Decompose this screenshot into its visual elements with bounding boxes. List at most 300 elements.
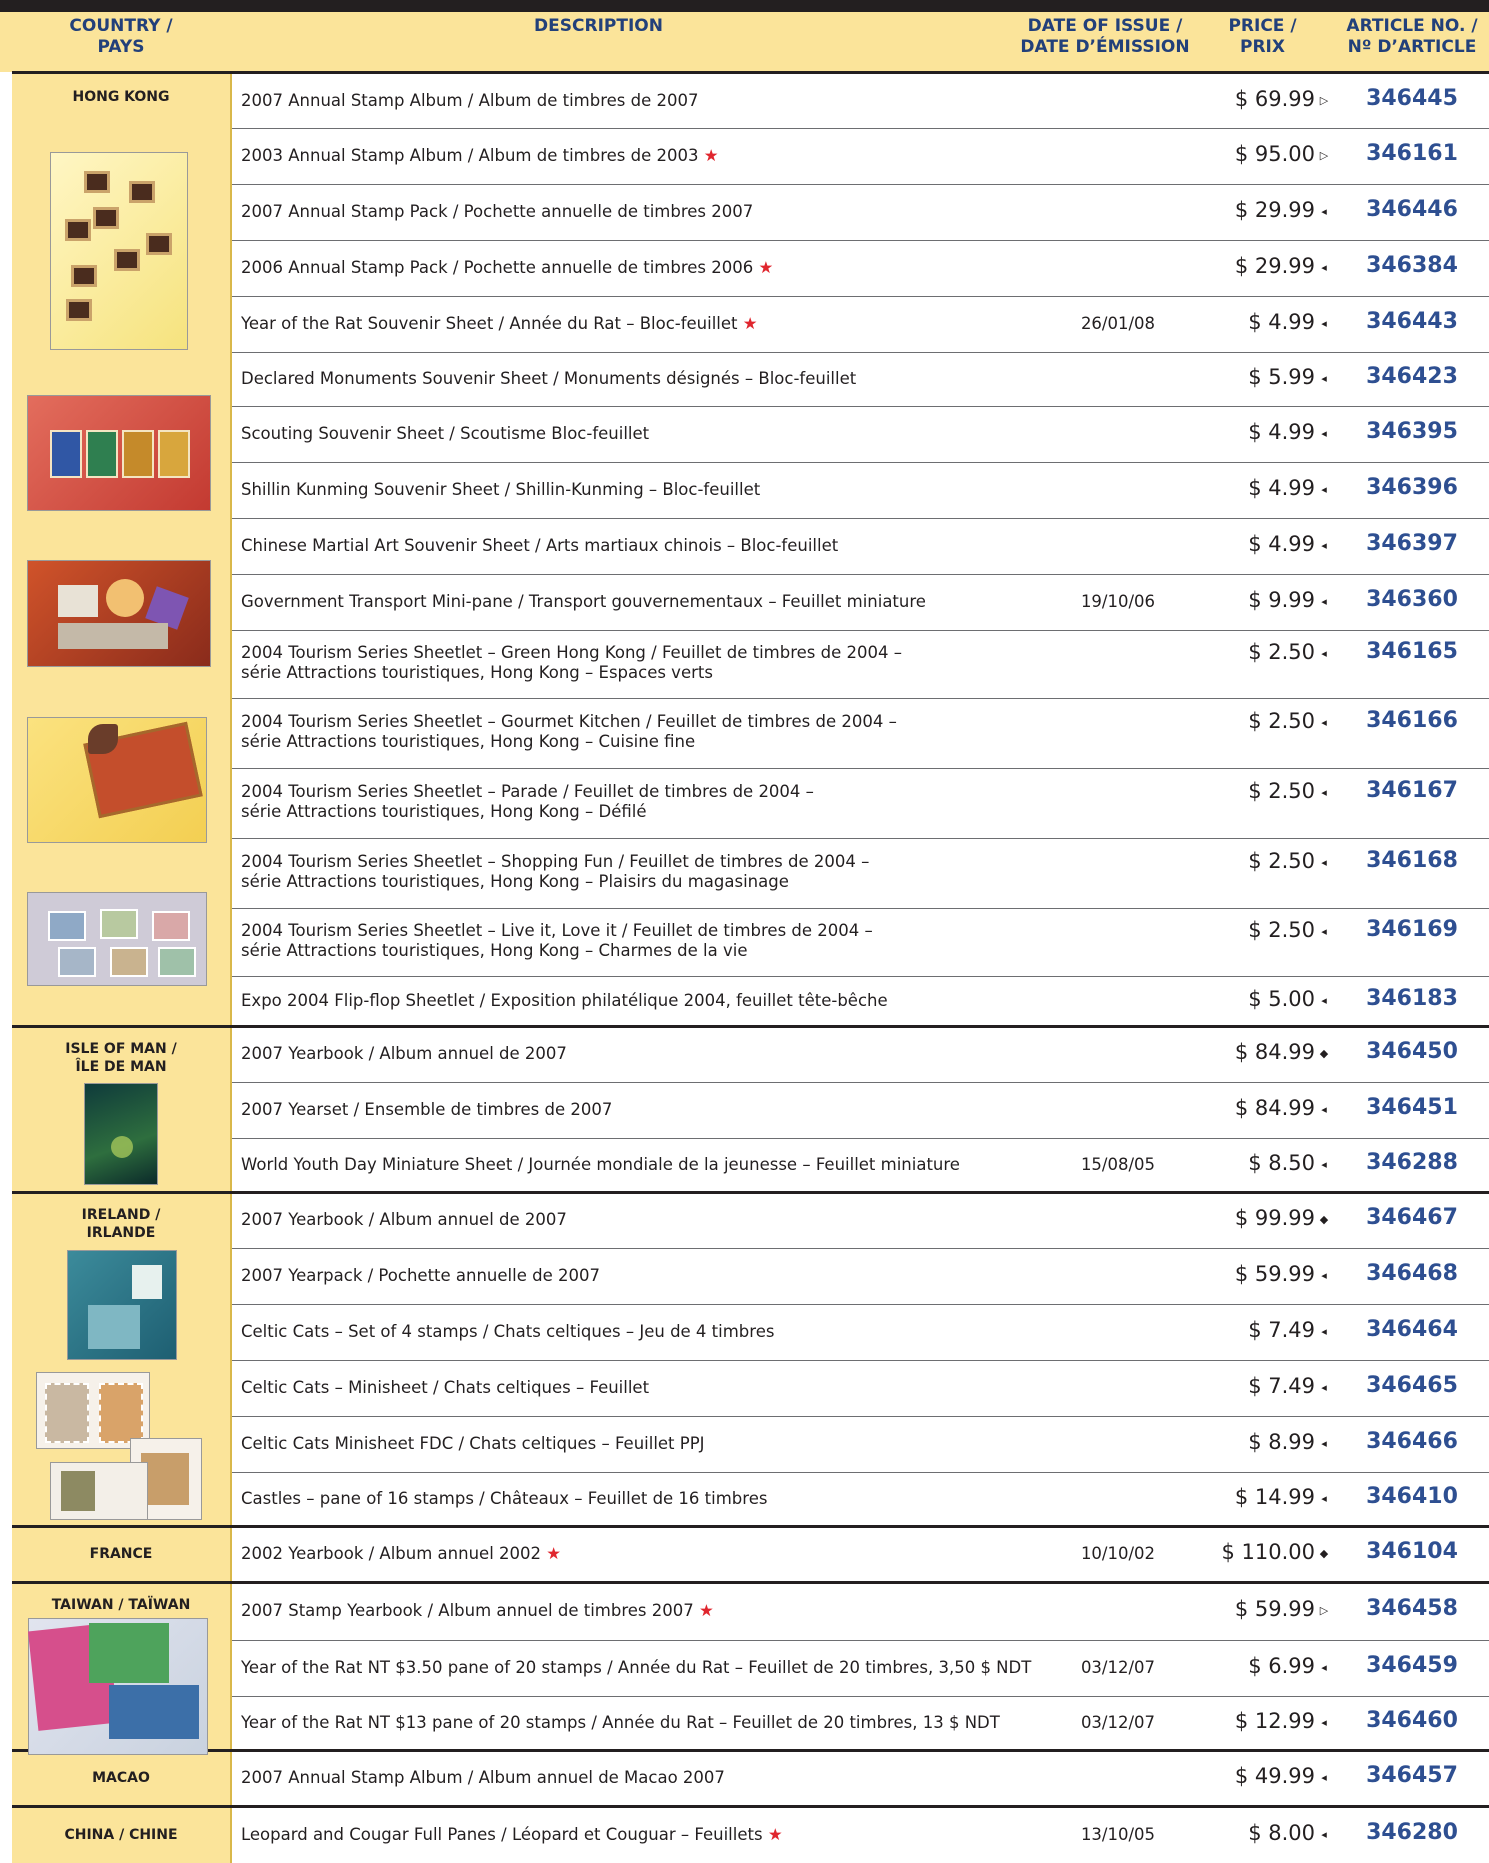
- row-description: [241, 712, 897, 752]
- price-marker-icon: ◂: [1321, 260, 1327, 274]
- country-name-line: HONG KONG: [72, 89, 170, 105]
- article-number: 346443: [1366, 309, 1458, 334]
- price-value: $ 4.99: [1248, 476, 1315, 500]
- article-number: 346423: [1366, 364, 1458, 389]
- description-line: Expo 2004 Flip-flop Sheetlet / Exposition philatélique 2004, feuillet tête-bêche: [241, 991, 888, 1010]
- description-line: Celtic Cats – Set of 4 stamps / Chats celtiques – Jeu de 4 timbres: [241, 1322, 775, 1341]
- description-line: 2004 Tourism Series Sheetlet – Gourmet Kitchen / Feuillet de timbres de 2004 –: [241, 712, 897, 731]
- row-description: [241, 424, 649, 444]
- table-row: [232, 1472, 1489, 1526]
- price-cell: [1177, 310, 1333, 334]
- price-value: $ 8.50: [1248, 1151, 1315, 1175]
- article-number: 346460: [1366, 1708, 1458, 1733]
- table-row: [232, 1750, 1489, 1806]
- price-value: $ 59.99: [1234, 1262, 1315, 1286]
- new-item-star-icon: ★: [737, 314, 758, 333]
- price-cell: [1177, 779, 1333, 803]
- article-number: 346168: [1366, 848, 1458, 873]
- description-line: 2002 Yearbook / Album annuel 2002 ★: [241, 1544, 562, 1563]
- price-cell: [1177, 1485, 1333, 1509]
- row-separator: [232, 1082, 1489, 1083]
- description-line: Leopard and Cougar Full Panes / Léopard et Couguar – Feuillets ★: [241, 1825, 783, 1844]
- description-line: Castles – pane of 16 stamps / Châteaux – Feuillet de 16 timbres: [241, 1489, 768, 1508]
- row-description: [241, 592, 926, 612]
- price-marker-icon: ◂: [1321, 1436, 1327, 1450]
- row-separator: [232, 406, 1489, 407]
- price-marker-icon: ◂: [1321, 482, 1327, 496]
- hk-sheet-image-red: [27, 395, 211, 511]
- row-description: [241, 1713, 1000, 1733]
- article-number: 346166: [1366, 708, 1458, 733]
- price-cell: [1177, 1540, 1333, 1564]
- row-description: [241, 202, 753, 222]
- row-separator: [232, 462, 1489, 463]
- header-price-fr: PRIX: [1240, 37, 1285, 57]
- price-value: $ 29.99: [1234, 254, 1315, 278]
- article-number: 346360: [1366, 587, 1458, 612]
- row-separator: [232, 128, 1489, 129]
- country-name-line: MACAO: [92, 1770, 150, 1786]
- row-description: [241, 536, 838, 556]
- table-row: [232, 1696, 1489, 1750]
- country-cell: [12, 1806, 230, 1863]
- row-description: [241, 91, 698, 111]
- row-separator: [232, 1472, 1489, 1473]
- price-cell: [1177, 1151, 1333, 1175]
- article-number: 346450: [1366, 1039, 1458, 1064]
- article-number: 346288: [1366, 1150, 1458, 1175]
- article-number: 346280: [1366, 1820, 1458, 1845]
- price-cell: [1177, 476, 1333, 500]
- price-marker-icon: ◂: [1321, 538, 1327, 552]
- hk-sheet-image-kitchen: [27, 717, 207, 843]
- row-description: [241, 480, 760, 500]
- description-line: série Attractions touristiques, Hong Kong – Charmes de la vie: [241, 941, 748, 960]
- table-row: [232, 1416, 1489, 1472]
- article-number: 346410: [1366, 1484, 1458, 1509]
- description-line: 2007 Annual Stamp Album / Album de timbres de 2007: [241, 91, 699, 110]
- price-value: $ 7.49: [1248, 1318, 1315, 1342]
- issue-date: 10/10/02: [1080, 1544, 1156, 1563]
- row-description: [241, 1155, 960, 1175]
- row-separator: [232, 908, 1489, 909]
- article-number: 346466: [1366, 1429, 1458, 1454]
- country-name: [12, 1826, 230, 1844]
- price-cell: [1177, 1096, 1333, 1120]
- table-row: [232, 240, 1489, 296]
- price-cell: [1177, 1709, 1333, 1733]
- description-line: Year of the Rat NT $3.50 pane of 20 stamps / Année du Rat – Feuillet de 20 timbres, 3,50 $ NDT: [241, 1658, 1032, 1677]
- price-cell: [1177, 142, 1333, 166]
- price-value: $ 84.99: [1234, 1096, 1315, 1120]
- description-line: Chinese Martial Art Souvenir Sheet / Arts martiaux chinois – Bloc-feuillet: [241, 536, 839, 555]
- table-row: [232, 406, 1489, 462]
- price-marker-icon: ▷: [1319, 93, 1329, 107]
- row-description: [241, 1768, 725, 1788]
- row-separator: [232, 1640, 1489, 1641]
- country-name-line: ISLE OF MAN /: [65, 1041, 177, 1057]
- price-marker-icon: ◂: [1321, 1770, 1327, 1784]
- table-row: [232, 768, 1489, 838]
- price-marker-icon: ◂: [1321, 1827, 1327, 1841]
- price-value: $ 2.50: [1248, 779, 1315, 803]
- table-row: [232, 518, 1489, 574]
- table-row: [232, 1582, 1489, 1640]
- price-marker-icon: ◂: [1321, 1491, 1327, 1505]
- description-line: Scouting Souvenir Sheet / Scoutisme Bloc-feuillet: [241, 424, 650, 443]
- price-value: $ 5.00: [1248, 987, 1315, 1011]
- issue-date: 26/01/08: [1080, 314, 1156, 333]
- country-name-line: TAIWAN / TAÏWAN: [51, 1597, 191, 1613]
- issue-date: 15/08/05: [1080, 1155, 1156, 1174]
- price-value: $ 8.00: [1248, 1821, 1315, 1845]
- table-row: [232, 1082, 1489, 1138]
- country-name: [12, 1545, 230, 1563]
- price-cell: [1177, 254, 1333, 278]
- price-value: $ 4.99: [1248, 420, 1315, 444]
- ireland-yearbook-image: [67, 1250, 177, 1360]
- price-value: $ 5.99: [1248, 365, 1315, 389]
- row-separator: [232, 698, 1489, 699]
- price-value: $ 12.99: [1234, 1709, 1315, 1733]
- country-name: [12, 1769, 230, 1787]
- description-line: Celtic Cats – Minisheet / Chats celtiques – Feuillet: [241, 1378, 650, 1397]
- price-marker-icon: ◂: [1321, 785, 1327, 799]
- country-name: [12, 1206, 230, 1242]
- article-number: 346464: [1366, 1317, 1458, 1342]
- table-row: [232, 1026, 1489, 1082]
- country-name-line: FRANCE: [89, 1546, 153, 1562]
- price-cell: [1177, 1597, 1333, 1621]
- header-price: [1195, 16, 1330, 58]
- description-line: 2003 Annual Stamp Album / Album de timbres de 2003 ★: [241, 146, 719, 165]
- article-number: 346459: [1366, 1653, 1458, 1678]
- row-description: [241, 1434, 705, 1454]
- row-description: [241, 1658, 1031, 1678]
- price-marker-icon: ◂: [1321, 715, 1327, 729]
- price-marker-icon: ◂: [1321, 316, 1327, 330]
- table-row: [232, 630, 1489, 698]
- country-name-line: CHINA / CHINE: [64, 1827, 178, 1843]
- header-article-en: ARTICLE NO. /: [1346, 16, 1478, 36]
- price-cell: [1177, 918, 1333, 942]
- row-separator: [232, 1138, 1489, 1139]
- table-row: [232, 1640, 1489, 1696]
- price-cell: [1177, 1654, 1333, 1678]
- article-number: 346169: [1366, 917, 1458, 942]
- price-marker-icon: ◆: [1319, 1546, 1329, 1560]
- price-marker-icon: ▷: [1319, 1603, 1329, 1617]
- price-marker-icon: ◆: [1319, 1046, 1329, 1060]
- article-number: 346396: [1366, 475, 1458, 500]
- row-separator: [232, 1304, 1489, 1305]
- description-line: série Attractions touristiques, Hong Kong – Espaces verts: [241, 663, 713, 682]
- country-name: [12, 1596, 230, 1614]
- row-separator: [232, 1360, 1489, 1361]
- price-cell: [1177, 1764, 1333, 1788]
- row-description: [241, 1378, 649, 1398]
- price-marker-icon: ◂: [1321, 204, 1327, 218]
- header-article: [1335, 16, 1489, 58]
- price-value: $ 4.99: [1248, 310, 1315, 334]
- price-cell: [1177, 1318, 1333, 1342]
- country-name-line: ÎLE DE MAN: [75, 1059, 167, 1075]
- price-marker-icon: ◂: [1321, 993, 1327, 1007]
- price-marker-icon: ◂: [1321, 1324, 1327, 1338]
- article-number: 346446: [1366, 197, 1458, 222]
- price-cell: [1177, 1821, 1333, 1845]
- price-marker-icon: ◂: [1321, 1268, 1327, 1282]
- description-line: 2007 Yearbook / Album annuel de 2007: [241, 1044, 567, 1063]
- top-bar: [0, 0, 1489, 12]
- price-cell: [1177, 532, 1333, 556]
- row-separator: [232, 976, 1489, 977]
- description-line: Celtic Cats Minisheet FDC / Chats celtiques – Feuillet PPJ: [241, 1434, 705, 1453]
- table-header: [0, 12, 1489, 72]
- description-line: Year of the Rat NT $13 pane of 20 stamps / Année du Rat – Feuillet de 20 timbres, 13 $ NDT: [241, 1713, 1000, 1732]
- table-row: [232, 1526, 1489, 1582]
- price-cell: [1177, 1206, 1333, 1230]
- row-separator: [232, 518, 1489, 519]
- price-value: $ 14.99: [1234, 1485, 1315, 1509]
- price-value: $ 110.00: [1221, 1540, 1315, 1564]
- price-marker-icon: ◂: [1321, 924, 1327, 938]
- article-number: 346183: [1366, 986, 1458, 1011]
- issue-date: 13/10/05: [1080, 1825, 1156, 1844]
- description-line: World Youth Day Miniature Sheet / Journée mondiale de la jeunesse – Feuillet miniature: [241, 1155, 960, 1174]
- row-description: [241, 314, 758, 334]
- price-marker-icon: ▷: [1319, 148, 1329, 162]
- table-row: [232, 838, 1489, 908]
- price-cell: [1177, 87, 1333, 111]
- price-marker-icon: ◂: [1321, 1715, 1327, 1729]
- row-description: [241, 258, 773, 278]
- price-cell: [1177, 365, 1333, 389]
- price-value: $ 4.99: [1248, 532, 1315, 556]
- header-description: DESCRIPTION: [534, 16, 663, 36]
- price-marker-icon: ◂: [1321, 646, 1327, 660]
- price-marker-icon: ◂: [1321, 855, 1327, 869]
- description-line: série Attractions touristiques, Hong Kong – Défilé: [241, 802, 647, 821]
- row-separator: [232, 574, 1489, 575]
- row-description: [241, 1266, 600, 1286]
- price-value: $ 49.99: [1234, 1764, 1315, 1788]
- description-line: 2007 Annual Stamp Pack / Pochette annuelle de timbres 2007: [241, 202, 754, 221]
- price-cell: [1177, 588, 1333, 612]
- country-cell: [12, 1526, 230, 1582]
- price-marker-icon: ◂: [1321, 1660, 1327, 1674]
- header-price-en: PRICE /: [1228, 16, 1297, 36]
- row-separator: [232, 1696, 1489, 1697]
- price-value: $ 2.50: [1248, 640, 1315, 664]
- country-name-line: IRLANDE: [86, 1225, 156, 1241]
- hk-sheet-image-scout: [27, 560, 211, 667]
- row-separator: [232, 838, 1489, 839]
- price-cell: [1177, 1430, 1333, 1454]
- row-description: [241, 1825, 783, 1845]
- article-number: 346451: [1366, 1095, 1458, 1120]
- price-value: $ 99.99: [1234, 1206, 1315, 1230]
- row-separator: [232, 296, 1489, 297]
- article-number: 346467: [1366, 1205, 1458, 1230]
- table-row: [232, 352, 1489, 406]
- row-separator: [232, 768, 1489, 769]
- row-separator: [232, 1248, 1489, 1249]
- table-row: [232, 1248, 1489, 1304]
- new-item-star-icon: ★: [698, 146, 719, 165]
- article-number: 346384: [1366, 253, 1458, 278]
- article-number: 346104: [1366, 1539, 1458, 1564]
- table-row: [232, 1806, 1489, 1863]
- description-line: Declared Monuments Souvenir Sheet / Monuments désignés – Bloc-feuillet: [241, 369, 857, 388]
- description-line: série Attractions touristiques, Hong Kong – Cuisine fine: [241, 732, 696, 751]
- price-value: $ 2.50: [1248, 918, 1315, 942]
- table-row: [232, 574, 1489, 630]
- table-row: [232, 1192, 1489, 1248]
- price-cell: [1177, 709, 1333, 733]
- new-item-star-icon: ★: [762, 1825, 783, 1844]
- table-row: [232, 1304, 1489, 1360]
- description-line: Shillin Kunming Souvenir Sheet / Shillin-Kunming – Bloc-feuillet: [241, 480, 761, 499]
- country-name: [12, 88, 230, 106]
- article-number: 346161: [1366, 141, 1458, 166]
- row-separator: [232, 184, 1489, 185]
- iom-yearbook-image: [84, 1083, 158, 1185]
- row-description: [241, 643, 902, 683]
- price-value: $ 7.49: [1248, 1374, 1315, 1398]
- description-line: 2007 Yearpack / Pochette annuelle de 2007: [241, 1266, 600, 1285]
- price-value: $ 69.99: [1234, 87, 1315, 111]
- price-marker-icon: ◂: [1321, 426, 1327, 440]
- row-description: [241, 1489, 767, 1509]
- table-row: [232, 1138, 1489, 1192]
- header-article-fr: Nº D’ARTICLE: [1347, 37, 1477, 57]
- article-number: 346395: [1366, 419, 1458, 444]
- article-number: 346397: [1366, 531, 1458, 556]
- taiwan-yearbook-image: [28, 1618, 208, 1755]
- price-value: $ 29.99: [1234, 198, 1315, 222]
- description-line: 2007 Yearset / Ensemble de timbres de 2007: [241, 1100, 613, 1119]
- issue-date: 03/12/07: [1080, 1713, 1156, 1732]
- price-cell: [1177, 987, 1333, 1011]
- header-country-fr: PAYS: [97, 37, 145, 57]
- new-item-star-icon: ★: [753, 258, 774, 277]
- table-row: [232, 976, 1489, 1026]
- row-description: [241, 1210, 567, 1230]
- row-separator: [232, 352, 1489, 353]
- price-cell: [1177, 1262, 1333, 1286]
- row-description: [241, 782, 814, 822]
- price-marker-icon: ◂: [1321, 1157, 1327, 1171]
- country-name-line: IRELAND /: [81, 1207, 161, 1223]
- header-date-fr: DATE D’ÉMISSION: [1020, 37, 1190, 57]
- description-line: 2004 Tourism Series Sheetlet – Green Hong Kong / Feuillet de timbres de 2004 –: [241, 643, 902, 662]
- price-value: $ 59.99: [1234, 1597, 1315, 1621]
- row-description: [241, 921, 873, 961]
- price-value: $ 84.99: [1234, 1040, 1315, 1064]
- price-marker-icon: ◂: [1321, 371, 1327, 385]
- price-value: $ 95.00: [1234, 142, 1315, 166]
- price-cell: [1177, 640, 1333, 664]
- row-description: [241, 1044, 567, 1064]
- description-line: 2007 Stamp Yearbook / Album annuel de timbres 2007 ★: [241, 1601, 714, 1620]
- article-number: 346165: [1366, 639, 1458, 664]
- row-description: [241, 1544, 561, 1564]
- row-description: [241, 1601, 714, 1621]
- table-row: [232, 1360, 1489, 1416]
- description-line: Year of the Rat Souvenir Sheet / Année du Rat – Bloc-feuillet ★: [241, 314, 758, 333]
- price-marker-icon: ◂: [1321, 1102, 1327, 1116]
- header-date: [1010, 16, 1200, 58]
- price-marker-icon: ◂: [1321, 594, 1327, 608]
- description-line: 2004 Tourism Series Sheetlet – Shopping Fun / Feuillet de timbres de 2004 –: [241, 852, 870, 871]
- description-line: série Attractions touristiques, Hong Kong – Plaisirs du magasinage: [241, 872, 789, 891]
- article-number: 346445: [1366, 86, 1458, 111]
- header-country: [12, 16, 230, 58]
- description-line: 2004 Tourism Series Sheetlet – Parade / Feuillet de timbres de 2004 –: [241, 782, 814, 801]
- price-cell: [1177, 849, 1333, 873]
- price-cell: [1177, 420, 1333, 444]
- price-cell: [1177, 198, 1333, 222]
- description-line: 2007 Yearbook / Album annuel de 2007: [241, 1210, 567, 1229]
- new-item-star-icon: ★: [693, 1601, 714, 1620]
- price-value: $ 6.99: [1248, 1654, 1315, 1678]
- price-cell: [1177, 1040, 1333, 1064]
- description-line: 2004 Tourism Series Sheetlet – Live it, Love it / Feuillet de timbres de 2004 –: [241, 921, 873, 940]
- hk-sheet-image-monuments: [27, 892, 207, 986]
- description-line: Government Transport Mini-pane / Transport gouvernementaux – Feuillet miniature: [241, 592, 926, 611]
- article-number: 346167: [1366, 778, 1458, 803]
- hk-album-image: [50, 152, 188, 350]
- description-line: 2006 Annual Stamp Pack / Pochette annuelle de timbres 2006 ★: [241, 258, 774, 277]
- price-value: $ 2.50: [1248, 709, 1315, 733]
- ireland-cats-fdc-image: [50, 1462, 148, 1520]
- price-marker-icon: ◆: [1319, 1212, 1329, 1226]
- row-description: [241, 1322, 774, 1342]
- header-date-en: DATE OF ISSUE /: [1027, 16, 1183, 36]
- row-description: [241, 991, 888, 1011]
- row-description: [241, 852, 869, 892]
- country-name: [12, 1040, 230, 1076]
- article-number: 346468: [1366, 1261, 1458, 1286]
- new-item-star-icon: ★: [541, 1544, 562, 1563]
- article-number: 346457: [1366, 1763, 1458, 1788]
- table-row: [232, 698, 1489, 768]
- row-separator: [232, 1416, 1489, 1417]
- table-row: [232, 128, 1489, 184]
- article-number: 346458: [1366, 1596, 1458, 1621]
- row-description: [241, 146, 719, 166]
- table-row: [232, 184, 1489, 240]
- row-description: [241, 1100, 612, 1120]
- price-marker-icon: ◂: [1321, 1380, 1327, 1394]
- table-row: [232, 462, 1489, 518]
- price-value: $ 8.99: [1248, 1430, 1315, 1454]
- row-description: [241, 369, 856, 389]
- article-number: 346465: [1366, 1373, 1458, 1398]
- country-cell: [12, 1750, 230, 1806]
- price-value: $ 2.50: [1248, 849, 1315, 873]
- table-row: [232, 908, 1489, 976]
- row-separator: [232, 240, 1489, 241]
- table-row: [232, 296, 1489, 352]
- price-value: $ 9.99: [1248, 588, 1315, 612]
- description-line: 2007 Annual Stamp Album / Album annuel de Macao 2007: [241, 1768, 725, 1787]
- issue-date: 19/10/06: [1080, 592, 1156, 611]
- header-country-en: COUNTRY /: [69, 16, 173, 36]
- issue-date: 03/12/07: [1080, 1658, 1156, 1677]
- price-cell: [1177, 1374, 1333, 1398]
